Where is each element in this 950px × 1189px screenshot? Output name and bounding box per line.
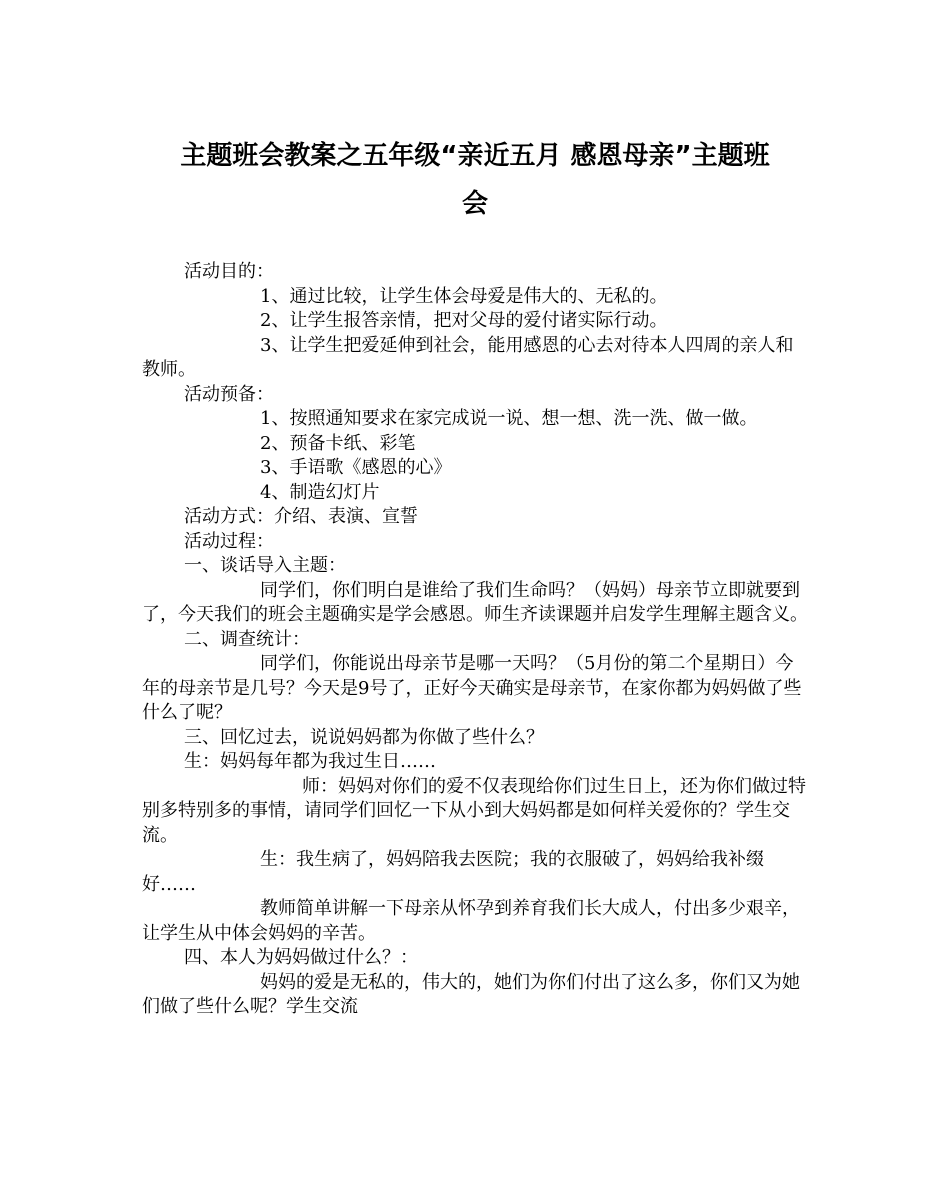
paragraph: 一、谈话导入主题： bbox=[184, 555, 346, 576]
document-body bbox=[142, 260, 808, 1020]
paragraph: 教师简单讲解一下母亲从怀孕到养育我们长大成人，付出多少艰辛，让学生从中体会妈妈的辛苦。 bbox=[142, 898, 800, 944]
paragraph: 活动目的： bbox=[184, 261, 274, 282]
title-line-2: 会 bbox=[461, 189, 488, 219]
paragraph: 1、按照通知要求在家完成说一说、想一想、洗一洗、做一做。 bbox=[260, 408, 758, 429]
paragraph: 活动预备： bbox=[184, 383, 274, 405]
paragraph: 同学们，你们明白是谁给了我们生命吗？（妈妈）母亲节立即就要到了，今天我们的班会主题确实是学会感恩。师生齐读课题并启发学生理解主题含义。 bbox=[142, 579, 808, 625]
paragraph: 三、回忆过去，说说妈妈都为你做了些什么？ bbox=[184, 726, 544, 748]
page-title bbox=[142, 132, 808, 228]
paragraph: 3、让学生把爱延伸到社会，能用感恩的心去对待本人四周的亲人和教师。 bbox=[142, 334, 794, 380]
paragraph: 同学们，你能说出母亲节是哪一天吗？（5月份的第二个星期日）今年的母亲节是几号？今天是9号了，正好今天确实是母亲节，在家你都为妈妈做了些什么了呢？ bbox=[142, 653, 802, 723]
paragraph: 4、制造幻灯片 bbox=[260, 481, 380, 503]
paragraph: 妈妈的爱是无私的，伟大的，她们为你们付出了这么多，你们又为她们做了些什么呢？学生交流 bbox=[142, 971, 800, 1017]
paragraph: 活动过程： bbox=[184, 530, 274, 552]
paragraph: 2、让学生报答亲情，把对父母的爱付诸实际行动。 bbox=[260, 310, 668, 331]
paragraph: 2、预备卡纸、彩笔 bbox=[260, 432, 416, 454]
paragraph: 师：妈妈对你们的爱不仅表现给你们过生日上，还为你们做过特别多特别多的事情，请同学们回忆一下从小到大妈妈都是如何样关爱你的？学生交流。 bbox=[142, 775, 806, 846]
paragraph: 3、手语歌《感恩的心》 bbox=[260, 457, 452, 478]
paragraph: 生：妈妈每年都为我过生日…… bbox=[184, 751, 436, 772]
paragraph: 四、本人为妈妈做过什么？： bbox=[184, 947, 418, 968]
paragraph: 活动方式：介绍、表演、宣誓 bbox=[184, 506, 418, 527]
paragraph: 生：我生病了，妈妈陪我去医院；我的衣服破了，妈妈给我补缀好…… bbox=[142, 849, 764, 895]
paragraph: 二、调查统计： bbox=[184, 628, 310, 650]
title-line-1: 主题班会教案之五年级“亲近五月 感恩母亲”主题班 bbox=[180, 141, 770, 171]
paragraph: 1、通过比较，让学生体会母爱是伟大的、无私的。 bbox=[260, 285, 668, 307]
